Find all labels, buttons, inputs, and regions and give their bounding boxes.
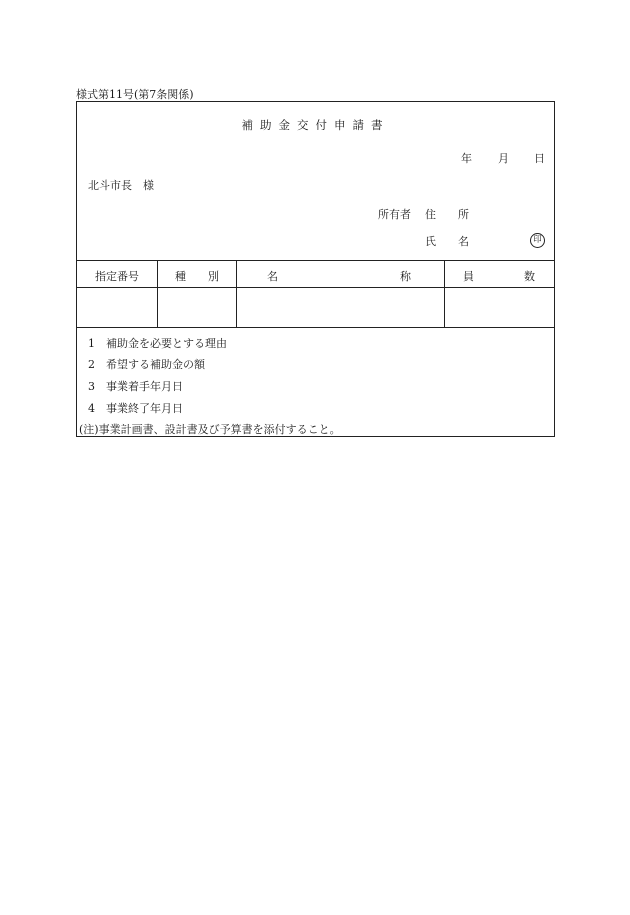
table-bottom-border bbox=[77, 327, 554, 328]
header-name-part2: 称 bbox=[400, 270, 411, 283]
application-form bbox=[76, 101, 555, 437]
attachment-note: (注)事業計画書、設計書及び予算書を添付すること。 bbox=[79, 423, 341, 436]
table-header-border bbox=[77, 287, 554, 288]
form-title: 補助金交付申請書 bbox=[241, 118, 390, 132]
header-type: 種 別 bbox=[175, 270, 219, 283]
header-name-part1: 名 bbox=[267, 270, 278, 283]
list-item: 3 事業着手年月日 bbox=[88, 380, 183, 393]
list-item: 4 事業終了年月日 bbox=[88, 402, 183, 415]
header-count-part1: 員 bbox=[463, 270, 474, 283]
date-year: 年 bbox=[461, 152, 472, 165]
list-item: 1 補助金を必要とする理由 bbox=[88, 337, 227, 350]
applicant-role: 所有者 bbox=[378, 208, 411, 221]
date-day: 日 bbox=[534, 152, 545, 165]
table-top-border bbox=[77, 260, 554, 261]
list-item: 2 希望する補助金の額 bbox=[88, 358, 205, 371]
seal-mark: 印 bbox=[530, 233, 545, 248]
date-month: 月 bbox=[498, 152, 509, 165]
header-count-part2: 数 bbox=[524, 270, 535, 283]
addressee: 北斗市長 様 bbox=[88, 179, 154, 192]
name-label: 氏 名 bbox=[425, 235, 469, 248]
form-number-label: 様式第11号(第7条関係) bbox=[76, 88, 194, 101]
table-divider bbox=[444, 260, 445, 327]
address-label: 住 所 bbox=[425, 208, 469, 221]
header-designation-number: 指定番号 bbox=[95, 270, 139, 283]
